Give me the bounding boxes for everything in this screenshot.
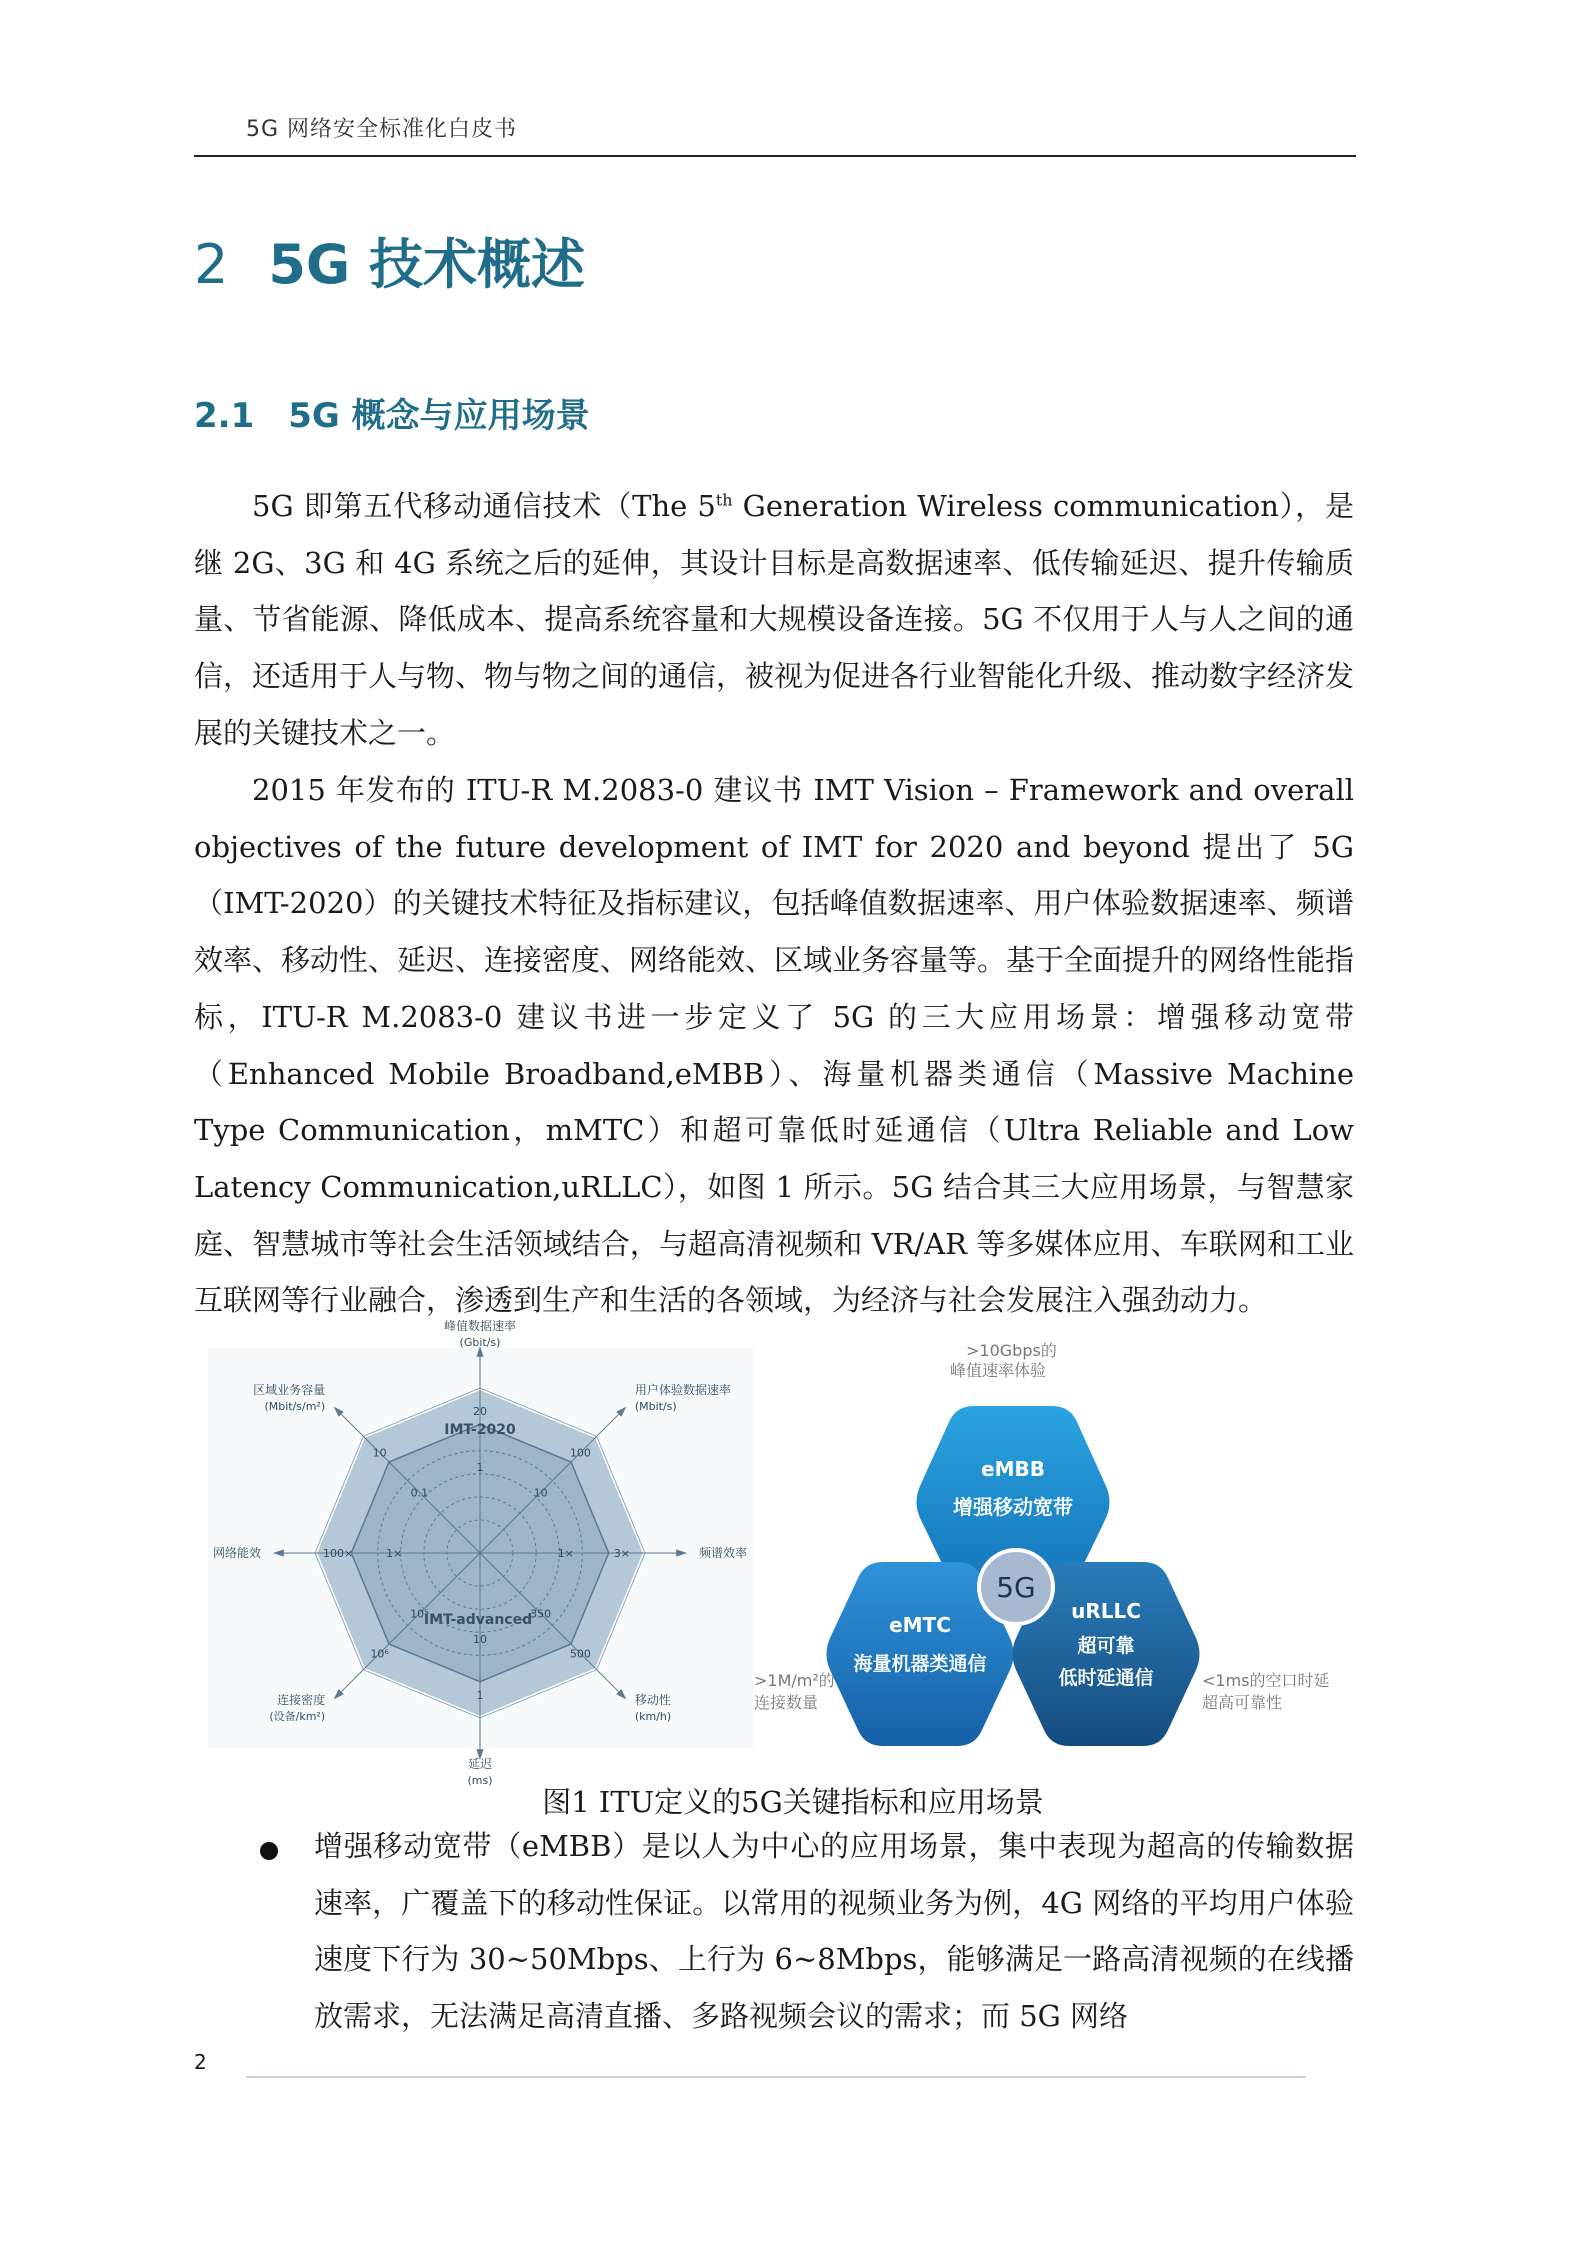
radar-axis-name-3: 移动性 <box>634 1692 671 1707</box>
radar-axis-name-7: 区域业务容量 <box>253 1383 326 1398</box>
radar-axis-name-5: 连接密度 <box>277 1692 326 1707</box>
radar-axis-unit-4: (ms) <box>467 1774 493 1787</box>
center-5g-label: 5G <box>996 1571 1036 1604</box>
chapter-heading <box>194 222 585 299</box>
page-number: 2 <box>194 2050 207 2074</box>
paragraph-intro-text-a: 5G 即第五代移动通信技术（The 5 <box>252 489 716 523</box>
radar-axis-name-1: 用户体验数据速率 <box>634 1383 731 1398</box>
urllc-note-2: 超高可靠性 <box>1202 1693 1283 1712</box>
radar-axis-unit-3: (km/h) <box>634 1709 672 1723</box>
radar-inner-value-7: 0.1 <box>410 1486 429 1500</box>
radar-inner-value-4: 10 <box>473 1632 487 1646</box>
radar-inner-value-6: 1× <box>386 1547 403 1560</box>
radar-inner-value-3: 350 <box>530 1607 552 1621</box>
emtc-note-2: 连接数量 <box>754 1693 819 1712</box>
radar-axis-name-4: 延迟 <box>467 1757 493 1771</box>
embb-name: 增强移动宽带 <box>953 1495 1073 1519</box>
section-title: 5G 概念与应用场景 <box>288 396 590 436</box>
radar-outer-value-5: 10⁶ <box>370 1647 389 1661</box>
radar-axis-unit-7: (Mbit/s/m²) <box>264 1400 326 1414</box>
figure-5g-metrics <box>194 1319 1356 1787</box>
footer-rule <box>246 2076 1306 2078</box>
radar-inner-value-5: 10⁵ <box>410 1607 429 1621</box>
header-rule <box>194 155 1356 157</box>
radar-inner-value-2: 1× <box>557 1547 574 1560</box>
chapter-number: 2 <box>194 233 229 296</box>
embb-note-1: >10Gbps的 <box>966 1341 1057 1360</box>
urllc-note-1: <1ms的空口时延 <box>1202 1671 1330 1690</box>
urllc-abbr: uRLLC <box>1071 1599 1141 1623</box>
emtc-abbr: eMTC <box>889 1613 951 1637</box>
radar-axis-name-0: 峰值数据速率 <box>443 1319 517 1333</box>
radar-inner-value-0: 1 <box>476 1461 484 1475</box>
radar-axis-unit-1: (Mbit/s) <box>634 1400 677 1414</box>
radar-outer-value-7: 10 <box>372 1446 387 1460</box>
radar-inner-value-1: 10 <box>533 1486 548 1500</box>
radar-outer-value-6: 100× <box>322 1547 354 1560</box>
paragraph-intro <box>194 478 1354 762</box>
section-heading <box>194 388 590 437</box>
bullet-icon <box>260 1842 278 1860</box>
urllc-name-2: 低时延通信 <box>1058 1667 1154 1689</box>
running-header: 5G 网络安全标准化白皮书 <box>246 117 518 142</box>
radar-outer-label: IMT-2020 <box>444 1422 516 1438</box>
radar-inner-label: IMT-advanced <box>423 1612 533 1628</box>
radar-axis-unit-0: (Gbit/s) <box>459 1336 501 1349</box>
radar-outer-value-3: 500 <box>569 1647 591 1661</box>
embb-note-2: 峰值速率体验 <box>950 1361 1047 1380</box>
radar-axis-name-2: 频谱效率 <box>699 1546 748 1560</box>
embb-abbr: eMBB <box>981 1457 1045 1481</box>
bullet-embb: 增强移动宽带（eMBB）是以人为中心的应用场景，集中表现为超高的传输数据速率，广覆盖下的移动性保证。以常用的视频业务为例，4G 网络的平均用户体验速度下行为 30~50Mbps、上行为 6~8Mbps，能够满足一路高清视频的在线播放需求，无法满足高清直播、多路视频会议的需求；而 5G 网络 <box>314 1829 1354 2033</box>
emtc-name: 海量机器类通信 <box>853 1653 987 1675</box>
urllc-name-1: 超可靠 <box>1077 1635 1135 1657</box>
radar-diagram <box>208 1319 754 1787</box>
paragraph-intro-text-b: Generation Wireless communication），是继 2G、3G 和 4G 系统之后的延伸，其设计目标是高数据速率、低传输延迟、提升传输质量、节省能源、降低成本、提高系统容量和大规模设备连接。5G 不仅用于人与人之间的通信，还适用于人与物、物与物之间的通信，被视为促进各行业智能化升级、推动数字经济发展的关键技术之一。 <box>194 489 1355 750</box>
section-number: 2.1 <box>194 396 255 436</box>
emtc-note-1: >1M/m²的 <box>754 1671 835 1690</box>
radar-outer-value-0: 20 <box>473 1405 487 1419</box>
radar-outer-value-4: 1 <box>476 1688 484 1702</box>
superscript-th: th <box>715 490 733 510</box>
radar-axis-name-6: 网络能效 <box>212 1546 261 1560</box>
scenario-diagram <box>754 1330 1356 1770</box>
figure-caption: 图1 ITU定义的5G关键指标和应用场景 <box>542 1785 1044 1819</box>
paragraph-itu: 2015 年发布的 ITU-R M.2083-0 建议书 IMT Vision – Framework and overall objectives of the future development of IMT for 2020 and beyond 提出了 5G（IMT-2020）的关键技术特征及指标建议，包括峰值数据速率、用户体验数据速率、频谱效率、移动性、延迟、连接密度、网络能效、区域业务容量等。基于全面提升的网络性能指标，ITU-R M.2083-0 建议书进一步定义了 5G 的三大应用场景：增强移动宽带（Enhanced Mobile Broadband,eMBB）、海量机器类通信（Massive Machine Type Communication，mMTC）和超可靠低时延通信（Ultra Reliable and Low Latency Communication,uRLLC），如图 1 所示。5G 结合其三大应用场景，与智慧家庭、智慧城市等社会生活领域结合，与超高清视频和 VR/AR 等多媒体应用、车联网和工业互联网等行业融合，渗透到生产和生活的各领域，为经济与社会发展注入强劲动力。 <box>194 773 1355 1318</box>
chapter-title: 5G 技术概述 <box>268 233 586 296</box>
radar-outer-value-1: 100 <box>569 1446 591 1460</box>
radar-axis-unit-5: (设备/km²) <box>269 1709 326 1723</box>
radar-outer-value-2: 3× <box>613 1547 631 1560</box>
